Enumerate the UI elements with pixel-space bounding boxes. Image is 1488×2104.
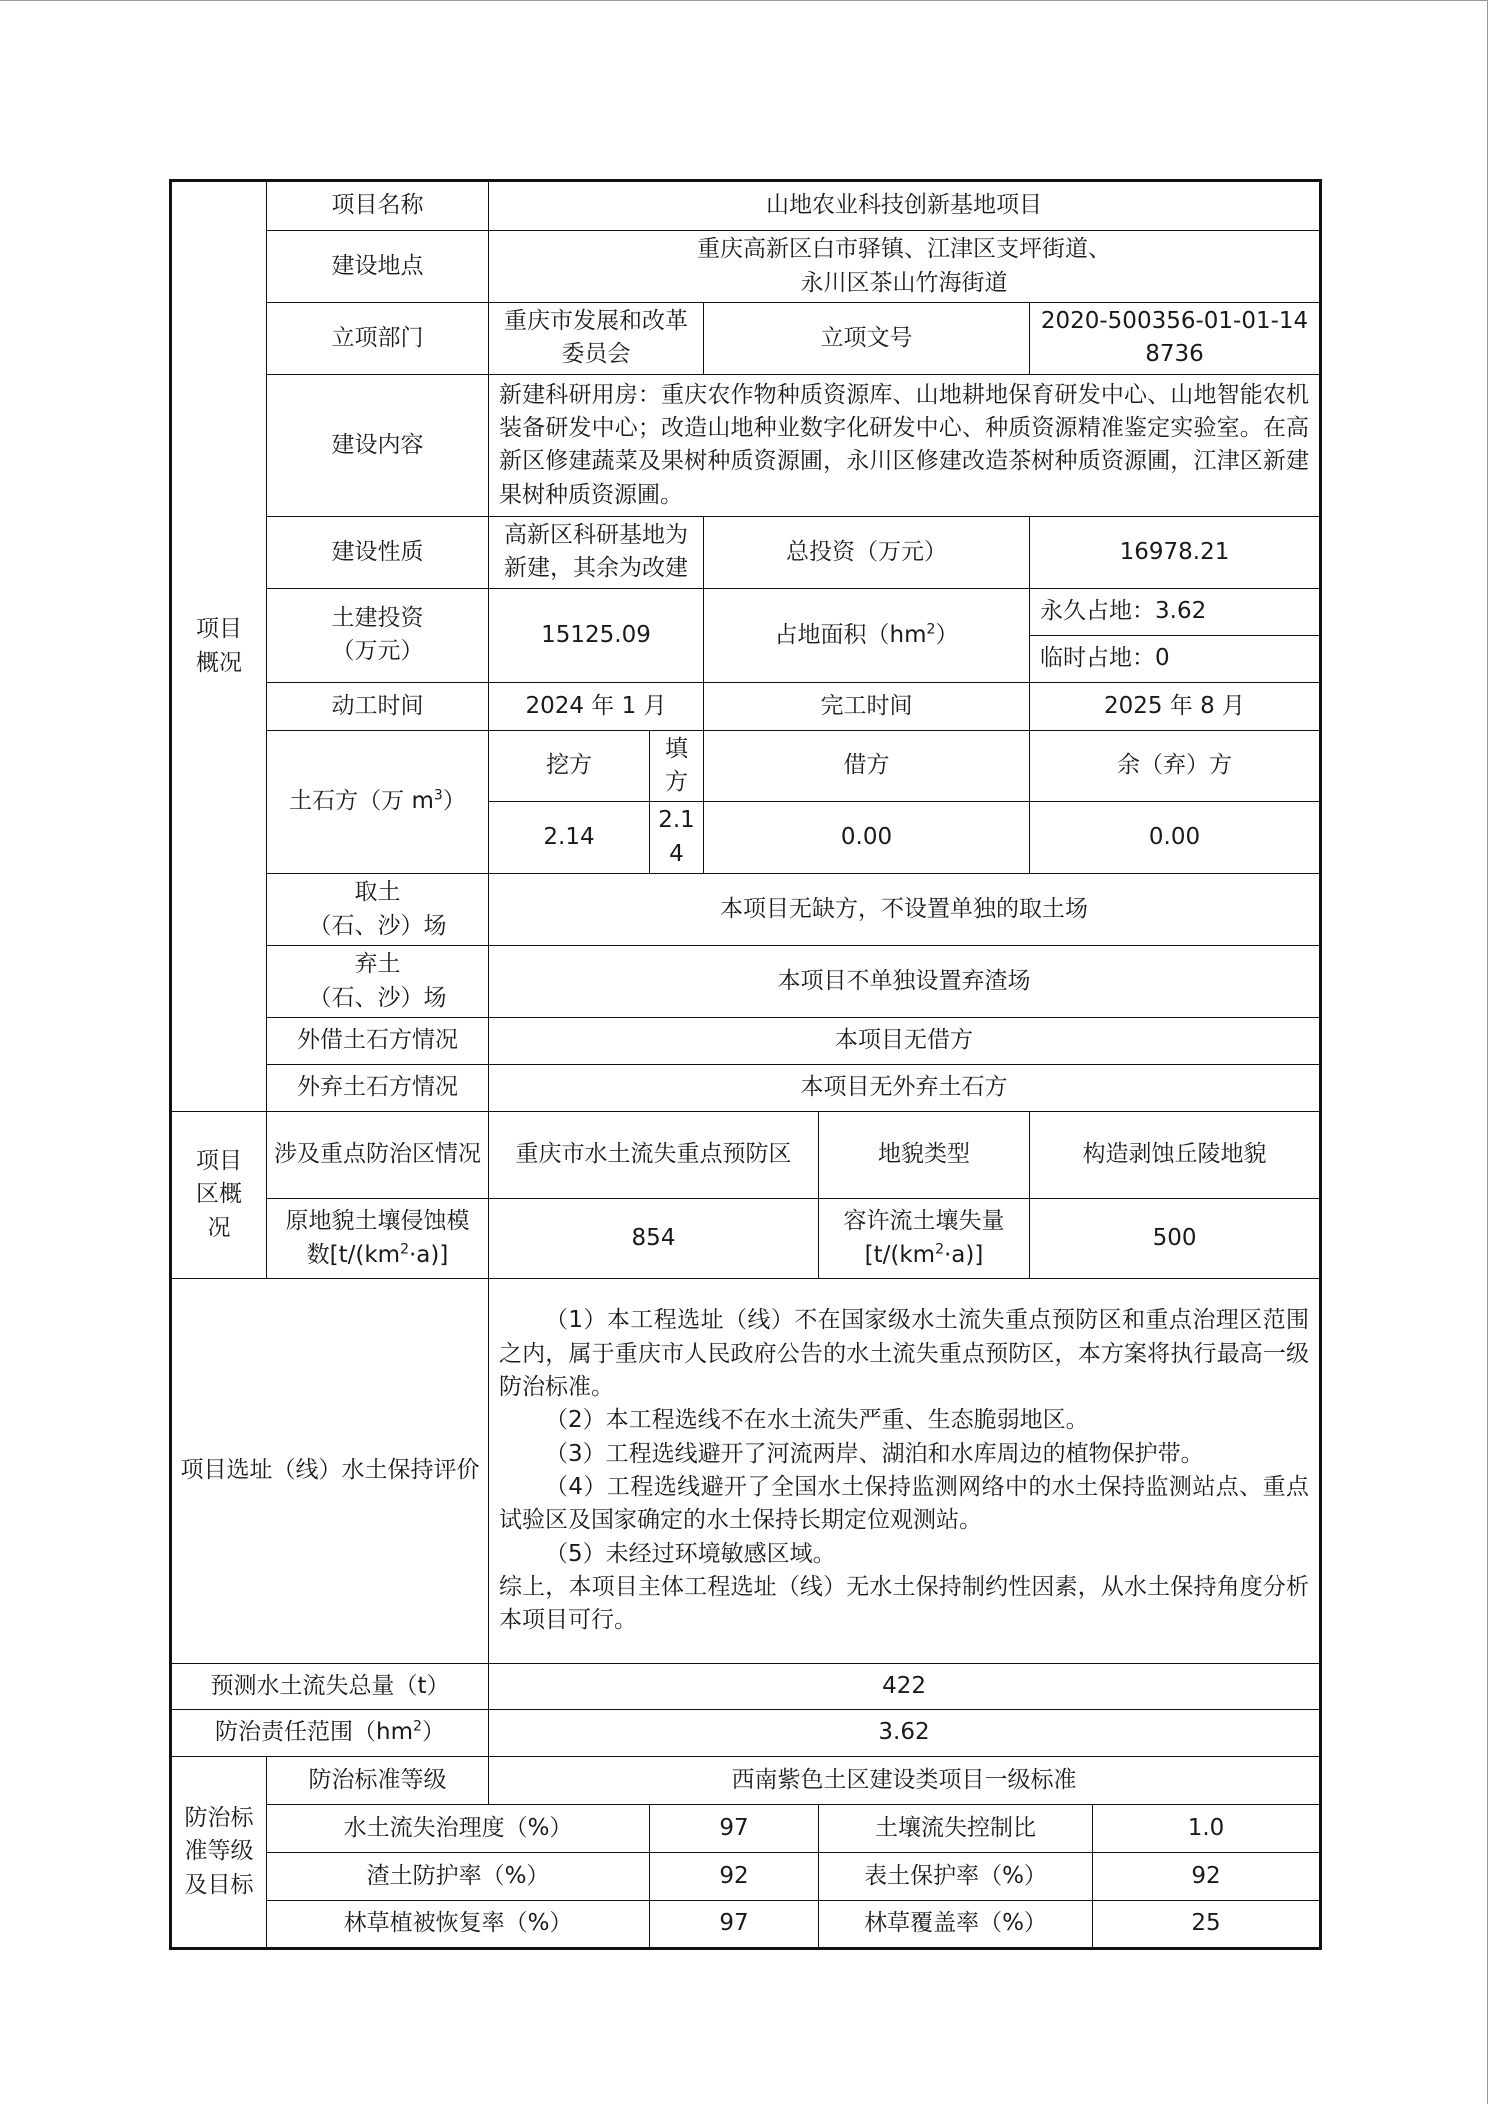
row-standard-grade xyxy=(171,1757,1321,1805)
project-name-value: 山地农业科技创新基地项目 xyxy=(489,181,1321,231)
row-external-borrow xyxy=(171,1018,1321,1065)
row-content xyxy=(171,374,1321,516)
project-summary-table xyxy=(169,179,1322,1950)
evaluation-para-2: （2）本工程选线不在水土流失严重、生态脆弱地区。 xyxy=(545,1407,1089,1434)
row-earthwork-headers xyxy=(171,730,1321,802)
landform-value: 构造剥蚀丘陵地貌 xyxy=(1030,1112,1321,1199)
location-label: 建设地点 xyxy=(267,231,489,303)
fill-value: 2.14 xyxy=(650,802,704,874)
target-label-left: 渣土防护率（%） xyxy=(267,1853,650,1901)
spoil-site-label: 弃土 （石、沙）场 xyxy=(267,946,489,1018)
row-predicted-loss xyxy=(171,1664,1321,1710)
location-value xyxy=(489,231,1321,303)
row-project-name xyxy=(171,181,1321,231)
target-row xyxy=(171,1901,1321,1949)
target-value-right: 1.0 xyxy=(1093,1805,1321,1853)
earthwork-label-sup: 3 xyxy=(433,787,443,804)
evaluation-para-1: （1）本工程选址（线）不在国家级水土流失重点预防区和重点治理区范围之内，属于重庆市人民政府公告的水土流失重点预防区，本方案将执行最高一级防治标准。 xyxy=(499,1307,1310,1401)
scope-label-close: ） xyxy=(421,1719,445,1746)
row-spoil-site xyxy=(171,946,1321,1018)
external-spoil-label: 外弃土石方情况 xyxy=(267,1065,489,1112)
target-value-left: 97 xyxy=(650,1805,819,1853)
earthwork-label-close: ） xyxy=(442,788,466,815)
allowable-loss-value: 500 xyxy=(1030,1199,1321,1279)
civil-invest-value: 15125.09 xyxy=(489,588,704,682)
evaluation-para-5: （5）未经过环境敏感区域。 xyxy=(545,1540,836,1567)
borrow-site-value: 本项目无缺方，不设置单独的取土场 xyxy=(489,874,1321,946)
scope-label xyxy=(171,1710,489,1757)
location-line-1: 重庆高新区白市驿镇、江津区支坪街道、 xyxy=(697,236,1112,263)
content-label: 建设内容 xyxy=(267,374,489,516)
landform-label: 地貌类型 xyxy=(819,1112,1030,1199)
surplus-header: 余（弃）方 xyxy=(1030,730,1321,802)
surplus-value: 0.00 xyxy=(1030,802,1321,874)
end-value: 2025 年 8 月 xyxy=(1030,682,1321,730)
dept-label: 立项部门 xyxy=(267,303,489,375)
nature-value: 高新区科研基地为新建，其余为改建 xyxy=(489,516,704,588)
nature-label: 建设性质 xyxy=(267,516,489,588)
target-value-left: 97 xyxy=(650,1901,819,1949)
content-value: 新建科研用房：重庆农作物种质资源库、山地耕地保育研发中心、山地智能农机装备研发中心；改造山地种业数字化研发中心、种质资源精准鉴定实验室。在高新区修建蔬菜及果树种质资源圃，永川区修建改造茶树种质资源圃，江津区新建果树种质资源圃。 xyxy=(489,374,1321,516)
scope-label-text: 防治责任范围（hm xyxy=(215,1719,414,1746)
section-area-label: 项目 区概 况 xyxy=(171,1112,267,1279)
row-prevention-zone xyxy=(171,1112,1321,1199)
target-label-left: 林草植被恢复率（%） xyxy=(267,1901,650,1949)
excavation-header: 挖方 xyxy=(489,730,650,802)
erosion-label-sup: 2 xyxy=(400,1240,409,1257)
borrow-value: 0.00 xyxy=(704,802,1030,874)
row-department xyxy=(171,303,1321,375)
area-label-text: 占地面积（hm xyxy=(774,621,927,648)
external-borrow-label: 外借土石方情况 xyxy=(267,1018,489,1065)
external-spoil-value: 本项目无外弃土石方 xyxy=(489,1065,1321,1112)
target-label-right: 土壤流失控制比 xyxy=(819,1805,1093,1853)
earthwork-label xyxy=(267,730,489,873)
start-label: 动工时间 xyxy=(267,682,489,730)
row-erosion xyxy=(171,1199,1321,1279)
page-edge-top xyxy=(0,0,1488,1)
target-value-left: 92 xyxy=(650,1853,819,1901)
scope-value: 3.62 xyxy=(489,1710,1321,1757)
row-civil-invest-a xyxy=(171,588,1321,635)
total-invest-value: 16978.21 xyxy=(1030,516,1321,588)
target-label-right: 林草覆盖率（%） xyxy=(819,1901,1093,1949)
temporary-area: 临时占地：0 xyxy=(1030,635,1321,682)
targets-label: 防治标 准等级 及目标 xyxy=(171,1757,267,1949)
borrow-header: 借方 xyxy=(704,730,1030,802)
zone-value: 重庆市水土流失重点预防区 xyxy=(489,1112,819,1199)
target-label-right: 表土保护率（%） xyxy=(819,1853,1093,1901)
borrow-site-label: 取土 （石、沙）场 xyxy=(267,874,489,946)
allowable-loss-label-line-1: 容许流土壤失量 xyxy=(843,1208,1005,1235)
project-name-label: 项目名称 xyxy=(267,181,489,231)
allowable-loss-unit: [t/(km xyxy=(864,1241,936,1268)
end-label: 完工时间 xyxy=(704,682,1030,730)
location-line-2: 永川区茶山竹海街道 xyxy=(800,269,1008,296)
erosion-label xyxy=(267,1199,489,1279)
report-sheet xyxy=(169,179,1319,1950)
permanent-area: 永久占地：3.62 xyxy=(1030,588,1321,635)
evaluation-text xyxy=(489,1279,1321,1664)
grade-value: 西南紫色土区建设类项目一级标准 xyxy=(489,1757,1321,1805)
allowable-loss-label xyxy=(819,1199,1030,1279)
area-label-close: ） xyxy=(935,621,959,648)
row-responsibility-scope xyxy=(171,1710,1321,1757)
row-borrow-site xyxy=(171,874,1321,946)
row-schedule xyxy=(171,682,1321,730)
excavation-value: 2.14 xyxy=(489,802,650,874)
erosion-label-line-1: 原地貌土壤侵蚀模 xyxy=(285,1208,470,1235)
grade-label: 防治标准等级 xyxy=(267,1757,489,1805)
row-nature xyxy=(171,516,1321,588)
target-row xyxy=(171,1805,1321,1853)
row-external-spoil xyxy=(171,1065,1321,1112)
spoil-site-value: 本项目不单独设置弃渣场 xyxy=(489,946,1321,1018)
allowable-loss-unit-end: ·a)] xyxy=(944,1241,984,1268)
row-location xyxy=(171,231,1321,303)
erosion-label-unit-end: ·a)] xyxy=(409,1241,449,1268)
row-evaluation xyxy=(171,1279,1321,1664)
predicted-loss-value: 422 xyxy=(489,1664,1321,1710)
earthwork-label-text: 土石方（万 m xyxy=(289,788,434,815)
area-label-sup: 2 xyxy=(926,620,936,637)
erosion-label-line-2 xyxy=(273,1239,482,1272)
section-overview-label: 项目 概况 xyxy=(171,181,267,1112)
total-invest-label: 总投资（万元） xyxy=(704,516,1030,588)
doc-no-label: 立项文号 xyxy=(704,303,1030,375)
target-label-left: 水土流失治理度（%） xyxy=(267,1805,650,1853)
external-borrow-value: 本项目无借方 xyxy=(489,1018,1321,1065)
erosion-label-unit: 数[t/(km xyxy=(306,1241,401,1268)
doc-no-value: 2020-500356-01-01-148736 xyxy=(1030,303,1321,375)
area-label xyxy=(704,588,1030,682)
erosion-value: 854 xyxy=(489,1199,819,1279)
target-value-right: 92 xyxy=(1093,1853,1321,1901)
start-value: 2024 年 1 月 xyxy=(489,682,704,730)
allowable-loss-sup: 2 xyxy=(935,1240,944,1257)
target-row xyxy=(171,1853,1321,1901)
zone-label: 涉及重点防治区情况 xyxy=(267,1112,489,1199)
evaluation-para-3: （3）工程选线避开了河流两岸、湖泊和水库周边的植物保护带。 xyxy=(545,1440,1204,1467)
evaluation-conclusion: 综上，本项目主体工程选址（线）无水土保持制约性因素，从水土保持角度分析本项目可行。 xyxy=(499,1574,1310,1634)
fill-header: 填方 xyxy=(650,730,704,802)
dept-value: 重庆市发展和改革委员会 xyxy=(489,303,704,375)
civil-invest-label: 土建投资 （万元） xyxy=(267,588,489,682)
scope-label-sup: 2 xyxy=(413,1718,422,1735)
allowable-loss-label-line-2 xyxy=(825,1239,1023,1272)
target-value-right: 25 xyxy=(1093,1901,1321,1949)
evaluation-para-4: （4）工程选线避开了全国水土保持监测网络中的水土保持监测站点、重点试验区及国家确定的水土保持长期定位观测站。 xyxy=(499,1474,1310,1534)
evaluation-label: 项目选址（线）水土保持评价 xyxy=(171,1279,489,1664)
predicted-loss-label: 预测水土流失总量（t） xyxy=(171,1664,489,1710)
